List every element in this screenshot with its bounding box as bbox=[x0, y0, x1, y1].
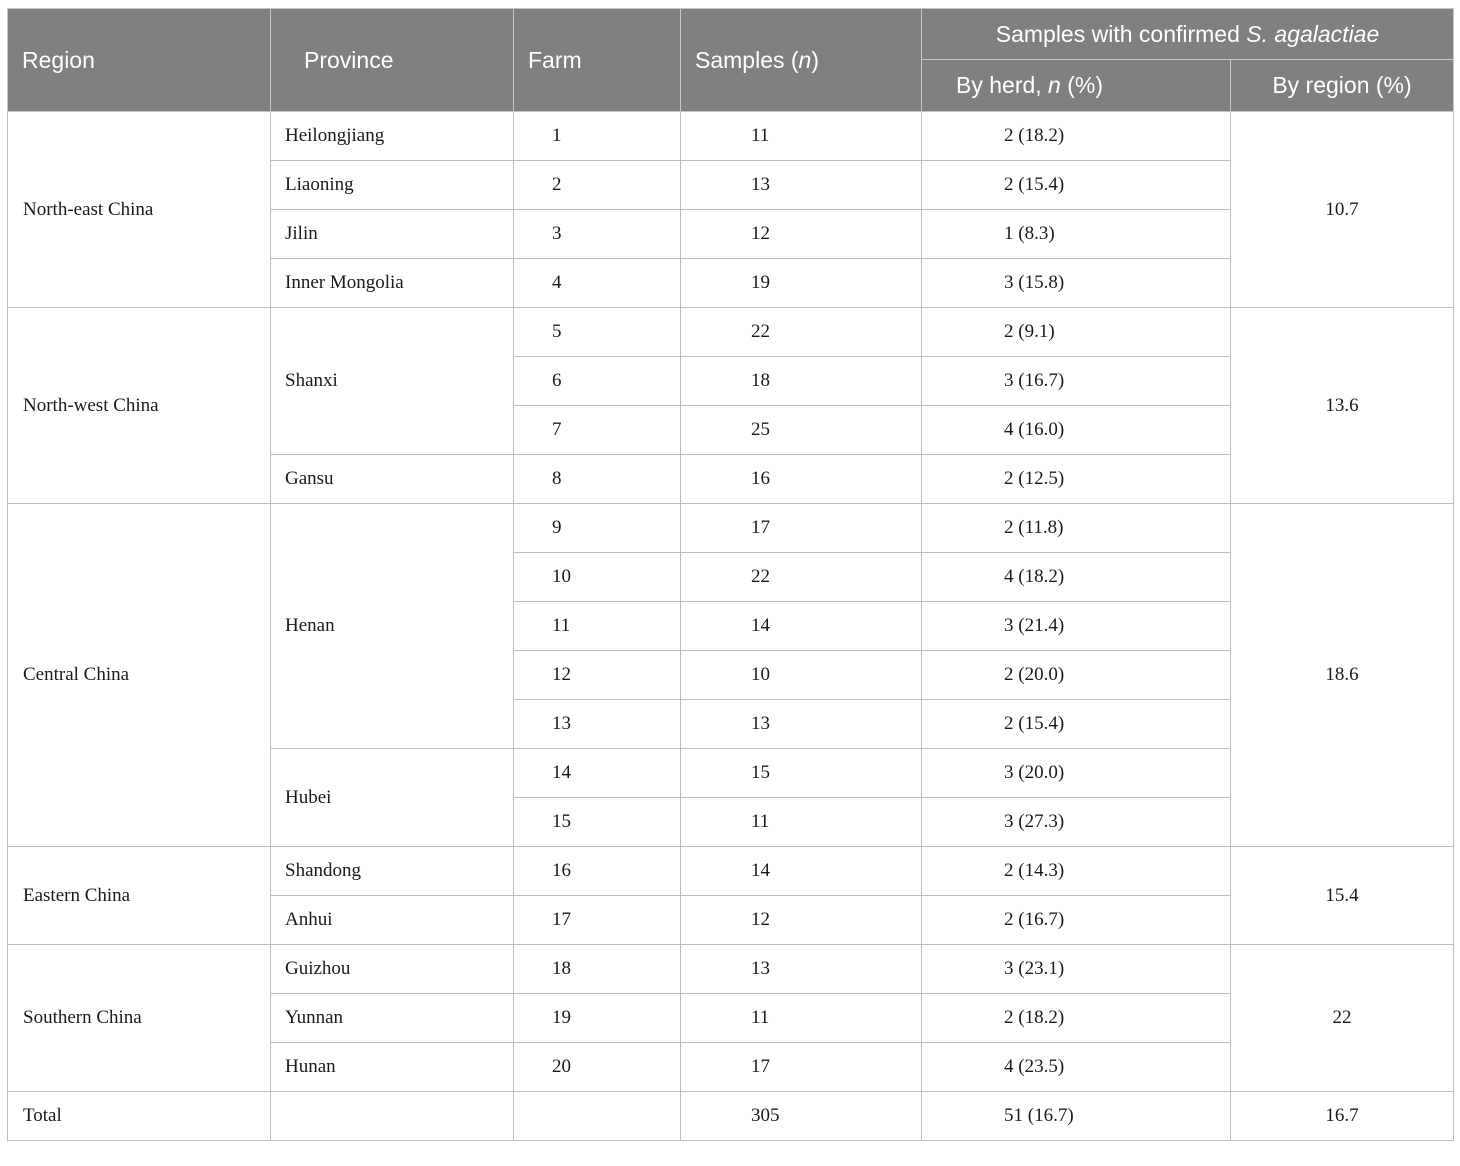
cell-samples: 12 bbox=[681, 210, 922, 259]
cell-by-region: 15.4 bbox=[1231, 847, 1454, 945]
cell-province: Liaoning bbox=[271, 161, 514, 210]
cell-herd: 2 (15.4) bbox=[922, 700, 1231, 749]
header-farm-label: Farm bbox=[528, 46, 582, 73]
cell-province: Yunnan bbox=[271, 994, 514, 1043]
cell-samples: 18 bbox=[681, 357, 922, 406]
cell-herd: 3 (23.1) bbox=[922, 945, 1231, 994]
cell-herd: 3 (20.0) bbox=[922, 749, 1231, 798]
cell-samples: 13 bbox=[681, 700, 922, 749]
cell-farm: 2 bbox=[514, 161, 681, 210]
cell-herd: 2 (15.4) bbox=[922, 161, 1231, 210]
cell-region: Eastern China bbox=[8, 847, 271, 945]
cell-farm: 4 bbox=[514, 259, 681, 308]
header-samples-n: n bbox=[798, 46, 812, 73]
cell-herd: 2 (18.2) bbox=[922, 112, 1231, 161]
header-by-region: By region (%) bbox=[1231, 60, 1454, 112]
cell-herd: 4 (16.0) bbox=[922, 406, 1231, 455]
cell-samples: 19 bbox=[681, 259, 922, 308]
cell-samples: 14 bbox=[681, 847, 922, 896]
table-row bbox=[8, 504, 1454, 553]
cell-farm: 10 bbox=[514, 553, 681, 602]
cell-samples: 10 bbox=[681, 651, 922, 700]
header-group-prefix: Samples with confirmed bbox=[995, 20, 1247, 47]
header-farm bbox=[514, 9, 681, 112]
data-table bbox=[7, 8, 1454, 1141]
cell-by-region: 18.6 bbox=[1231, 504, 1454, 847]
cell-farm: 18 bbox=[514, 945, 681, 994]
cell-farm: 7 bbox=[514, 406, 681, 455]
cell-farm: 20 bbox=[514, 1043, 681, 1092]
cell-region: North-west China bbox=[8, 308, 271, 504]
table-row bbox=[8, 112, 1454, 161]
cell-herd: 3 (27.3) bbox=[922, 798, 1231, 847]
cell-samples: 17 bbox=[681, 504, 922, 553]
cell-herd: 2 (20.0) bbox=[922, 651, 1231, 700]
header-region: Region bbox=[8, 9, 271, 112]
cell-province: Hunan bbox=[271, 1043, 514, 1092]
cell-herd: 4 (18.2) bbox=[922, 553, 1231, 602]
cell-farm: 17 bbox=[514, 896, 681, 945]
cell-province: Gansu bbox=[271, 455, 514, 504]
header-by-herd-prefix: By herd, bbox=[956, 72, 1049, 98]
cell-province: Hubei bbox=[271, 749, 514, 847]
header-by-herd-n: n bbox=[1048, 72, 1061, 98]
cell-region: Southern China bbox=[8, 945, 271, 1092]
cell-farm: 14 bbox=[514, 749, 681, 798]
cell-province: Henan bbox=[271, 504, 514, 749]
cell-by-region: 13.6 bbox=[1231, 308, 1454, 504]
cell-herd: 2 (18.2) bbox=[922, 994, 1231, 1043]
cell-samples: 15 bbox=[681, 749, 922, 798]
cell-farm: 8 bbox=[514, 455, 681, 504]
cell-province: Heilongjiang bbox=[271, 112, 514, 161]
table-row bbox=[8, 945, 1454, 994]
cell-farm: 6 bbox=[514, 357, 681, 406]
cell-farm: 11 bbox=[514, 602, 681, 651]
total-samples: 305 bbox=[681, 1092, 922, 1141]
header-by-herd bbox=[922, 60, 1231, 112]
cell-farm: 1 bbox=[514, 112, 681, 161]
total-farm bbox=[514, 1092, 681, 1141]
cell-samples: 22 bbox=[681, 308, 922, 357]
header-province bbox=[271, 9, 514, 112]
cell-farm: 15 bbox=[514, 798, 681, 847]
cell-herd: 4 (23.5) bbox=[922, 1043, 1231, 1092]
cell-samples: 11 bbox=[681, 112, 922, 161]
cell-region: North-east China bbox=[8, 112, 271, 308]
cell-herd: 3 (21.4) bbox=[922, 602, 1231, 651]
cell-samples: 14 bbox=[681, 602, 922, 651]
cell-herd: 3 (15.8) bbox=[922, 259, 1231, 308]
cell-farm: 3 bbox=[514, 210, 681, 259]
cell-herd: 2 (16.7) bbox=[922, 896, 1231, 945]
table-header bbox=[8, 9, 1454, 112]
cell-samples: 13 bbox=[681, 161, 922, 210]
total-herd: 51 (16.7) bbox=[922, 1092, 1231, 1141]
cell-province: Shandong bbox=[271, 847, 514, 896]
total-region: Total bbox=[8, 1092, 271, 1141]
cell-farm: 13 bbox=[514, 700, 681, 749]
header-samples-suffix: ) bbox=[811, 46, 820, 73]
cell-by-region: 22 bbox=[1231, 945, 1454, 1092]
cell-samples: 25 bbox=[681, 406, 922, 455]
header-by-herd-suffix: (%) bbox=[1060, 72, 1104, 98]
header-group bbox=[922, 9, 1454, 60]
cell-herd: 2 (9.1) bbox=[922, 308, 1231, 357]
cell-farm: 12 bbox=[514, 651, 681, 700]
header-samples bbox=[681, 9, 922, 112]
cell-samples: 13 bbox=[681, 945, 922, 994]
cell-samples: 17 bbox=[681, 1043, 922, 1092]
cell-province: Inner Mongolia bbox=[271, 259, 514, 308]
cell-province: Anhui bbox=[271, 896, 514, 945]
cell-farm: 16 bbox=[514, 847, 681, 896]
header-samples-prefix: Samples ( bbox=[695, 46, 799, 73]
total-province bbox=[271, 1092, 514, 1141]
table-row bbox=[8, 847, 1454, 896]
cell-region: Central China bbox=[8, 504, 271, 847]
header-province-label: Province bbox=[304, 46, 394, 73]
total-row bbox=[8, 1092, 1454, 1141]
cell-province: Guizhou bbox=[271, 945, 514, 994]
cell-samples: 22 bbox=[681, 553, 922, 602]
header-group-species: S. agalactiae bbox=[1246, 20, 1380, 47]
cell-samples: 12 bbox=[681, 896, 922, 945]
total-by-region: 16.7 bbox=[1231, 1092, 1454, 1141]
table-row bbox=[8, 308, 1454, 357]
cell-farm: 5 bbox=[514, 308, 681, 357]
cell-herd: 2 (11.8) bbox=[922, 504, 1231, 553]
cell-herd: 3 (16.7) bbox=[922, 357, 1231, 406]
cell-herd: 2 (12.5) bbox=[922, 455, 1231, 504]
cell-province: Jilin bbox=[271, 210, 514, 259]
table-body bbox=[8, 112, 1454, 1141]
cell-farm: 9 bbox=[514, 504, 681, 553]
cell-by-region: 10.7 bbox=[1231, 112, 1454, 308]
cell-samples: 11 bbox=[681, 798, 922, 847]
cell-samples: 16 bbox=[681, 455, 922, 504]
cell-herd: 2 (14.3) bbox=[922, 847, 1231, 896]
cell-farm: 19 bbox=[514, 994, 681, 1043]
cell-samples: 11 bbox=[681, 994, 922, 1043]
cell-province: Shanxi bbox=[271, 308, 514, 455]
cell-herd: 1 (8.3) bbox=[922, 210, 1231, 259]
